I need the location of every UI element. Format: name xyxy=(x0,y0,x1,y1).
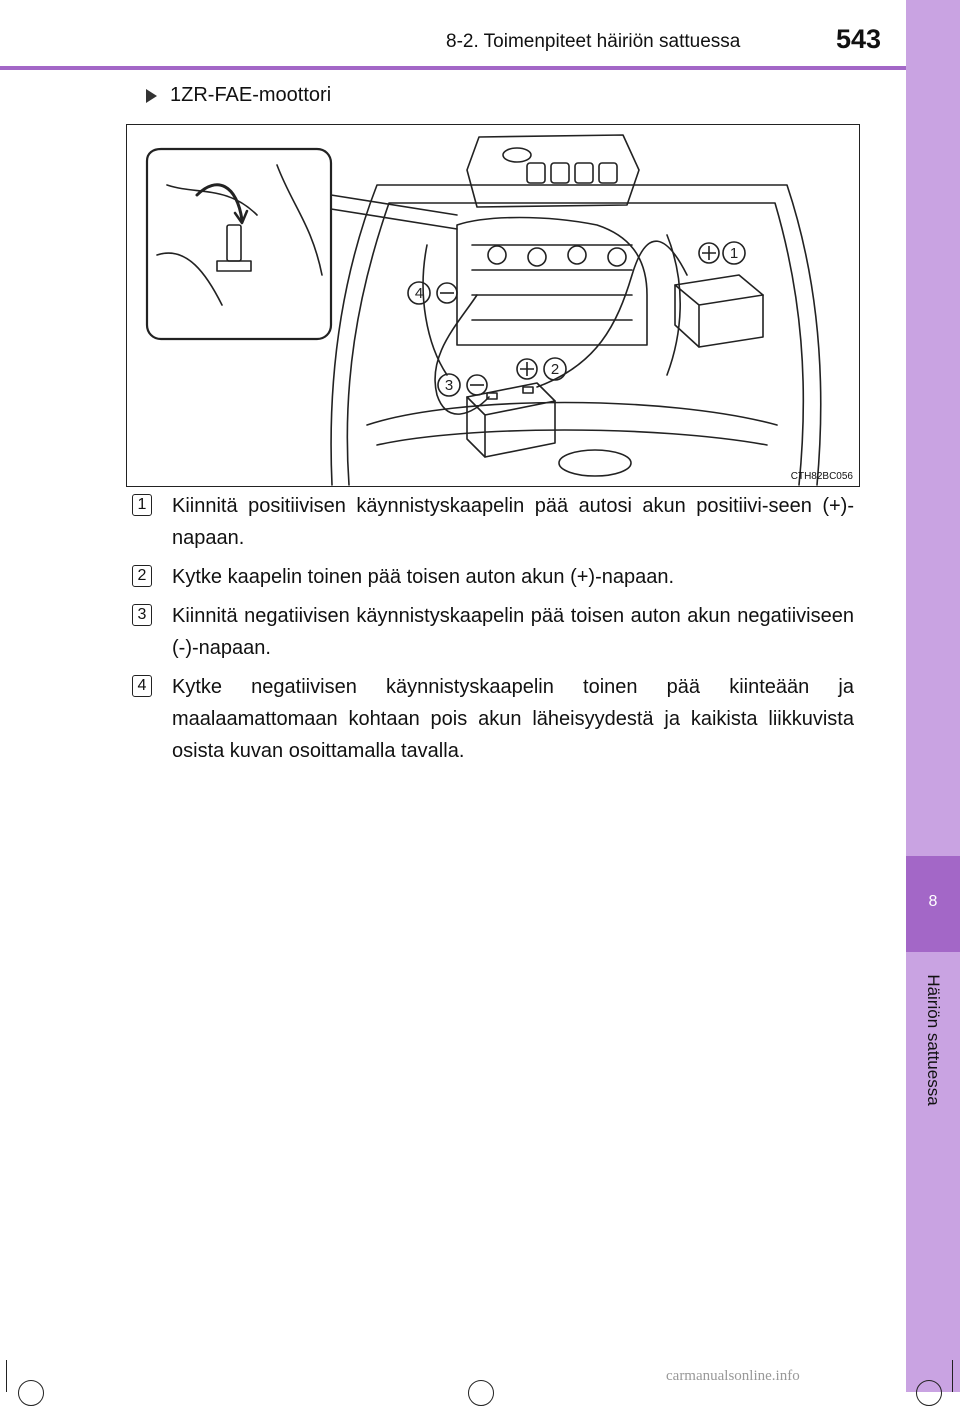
chapter-title: Häiriön sattuessa xyxy=(924,974,943,1106)
watermark[interactable]: carmanualsonline.info xyxy=(666,1368,800,1384)
callout-3: 3 xyxy=(444,377,454,394)
figure-code: CTH82BC056 xyxy=(790,471,853,482)
step-number-badge: 3 xyxy=(132,604,152,626)
registration-mark-icon xyxy=(468,1380,494,1406)
callout-1: 1 xyxy=(729,245,739,262)
step-text: Kytke negatiivisen käynnistyskaapelin toinen pää kiinteään ja maalaamattomaan kohtaan pois akun läheisyydestä ja kaikista liikkuvista osista kuvan osoittamalla tavalla. xyxy=(172,676,854,762)
engine-illustration xyxy=(126,124,860,487)
subheading-label: 1ZR-FAE-moottori xyxy=(170,84,332,106)
step-number-badge: 1 xyxy=(132,494,152,516)
chapter-number: 8 xyxy=(928,893,938,910)
page-number: 543 xyxy=(836,24,882,54)
step-number-badge: 4 xyxy=(132,675,152,697)
callout-4: 4 xyxy=(414,285,424,302)
registration-mark-icon xyxy=(916,1380,942,1406)
step-number-badge: 2 xyxy=(132,565,152,587)
step-item xyxy=(130,671,854,767)
step-item xyxy=(130,600,854,664)
step-text: Kytke kaapelin toinen pää toisen auton akun (+)-napaan. xyxy=(172,566,675,588)
engine-bay-drawing xyxy=(127,125,860,487)
section-title: 8-2. Toimenpiteet häiriön sattuessa xyxy=(446,31,741,52)
bullet-triangle-icon xyxy=(146,89,157,103)
step-item xyxy=(130,490,854,554)
callout-2: 2 xyxy=(550,361,560,378)
step-text: Kiinnitä negatiivisen käynnistyskaapelin pää toisen auton akun negatiiviseen (-)-napaan. xyxy=(172,605,854,659)
header-rule xyxy=(0,66,906,70)
side-tab xyxy=(906,0,960,1392)
registration-mark-icon xyxy=(18,1380,44,1406)
step-text: Kiinnitä positiivisen käynnistyskaapelin pää autosi akun positiivi-seen (+)-napaan. xyxy=(172,495,854,549)
crop-mark xyxy=(6,1360,7,1392)
step-item xyxy=(130,561,854,593)
steps-list xyxy=(130,490,854,774)
crop-mark xyxy=(952,1360,953,1392)
